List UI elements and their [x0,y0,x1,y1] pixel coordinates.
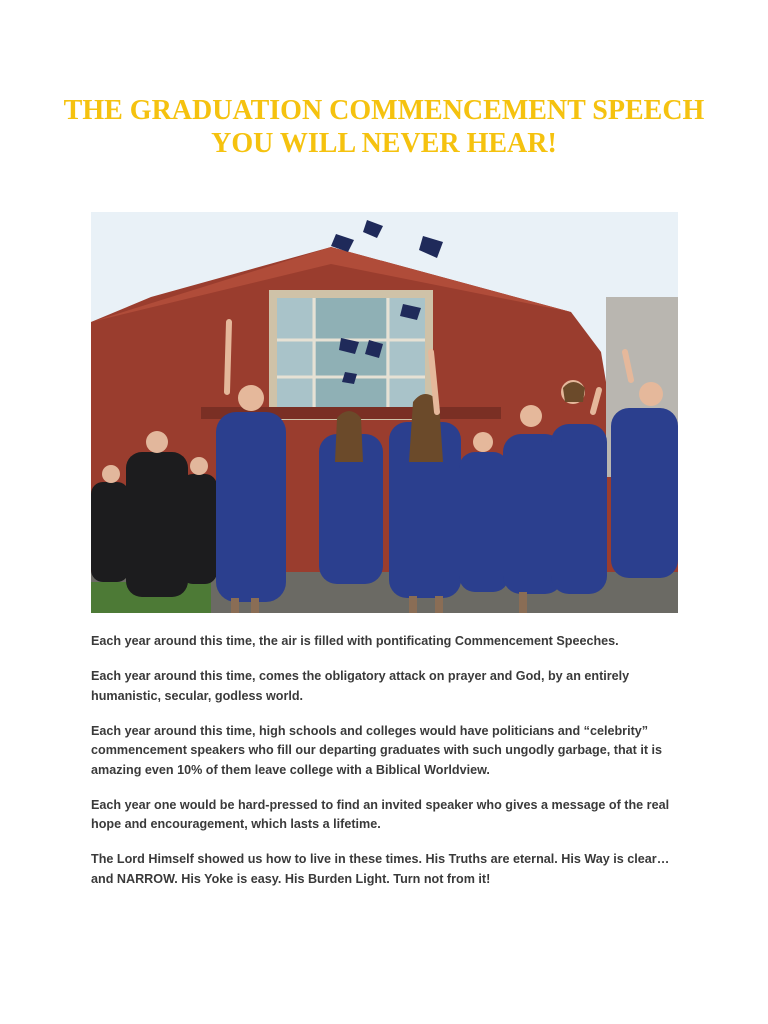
paragraph-1: Each year around this time, the air is filled with pontificating Commencement Speeches. [91,634,619,648]
paragraph-2: Each year around this time, comes the obligatory attack on prayer and God, by an entirely humanistic, secular, godless world. [91,669,630,703]
graduation-photo-illustration [91,212,678,613]
document-title: THE GRADUATION COMMENCEMENT SPEECH YOU WILL NEVER HEAR! [63,95,705,159]
paragraph-3: Each year around this time, high schools and colleges would have politicians and “celebrity” commencement speakers who fill our departing graduates with such ungodly garbage, that it is amazing even 10% of them leave college with a Biblical Worldview. [91,723,663,777]
paragraph-5: The Lord Himself showed us how to live in these times. His Truths are eternal. His Way is clear…and NARROW. His Yoke is easy. His Burden Light. Turn not from it! [91,852,670,886]
paragraph-4: Each year one would be hard-pressed to find an invited speaker who gives a message of the real hope and encouragement, which lasts a lifetime. [91,797,670,831]
article-body [91,632,691,905]
graduation-photo [91,212,678,613]
